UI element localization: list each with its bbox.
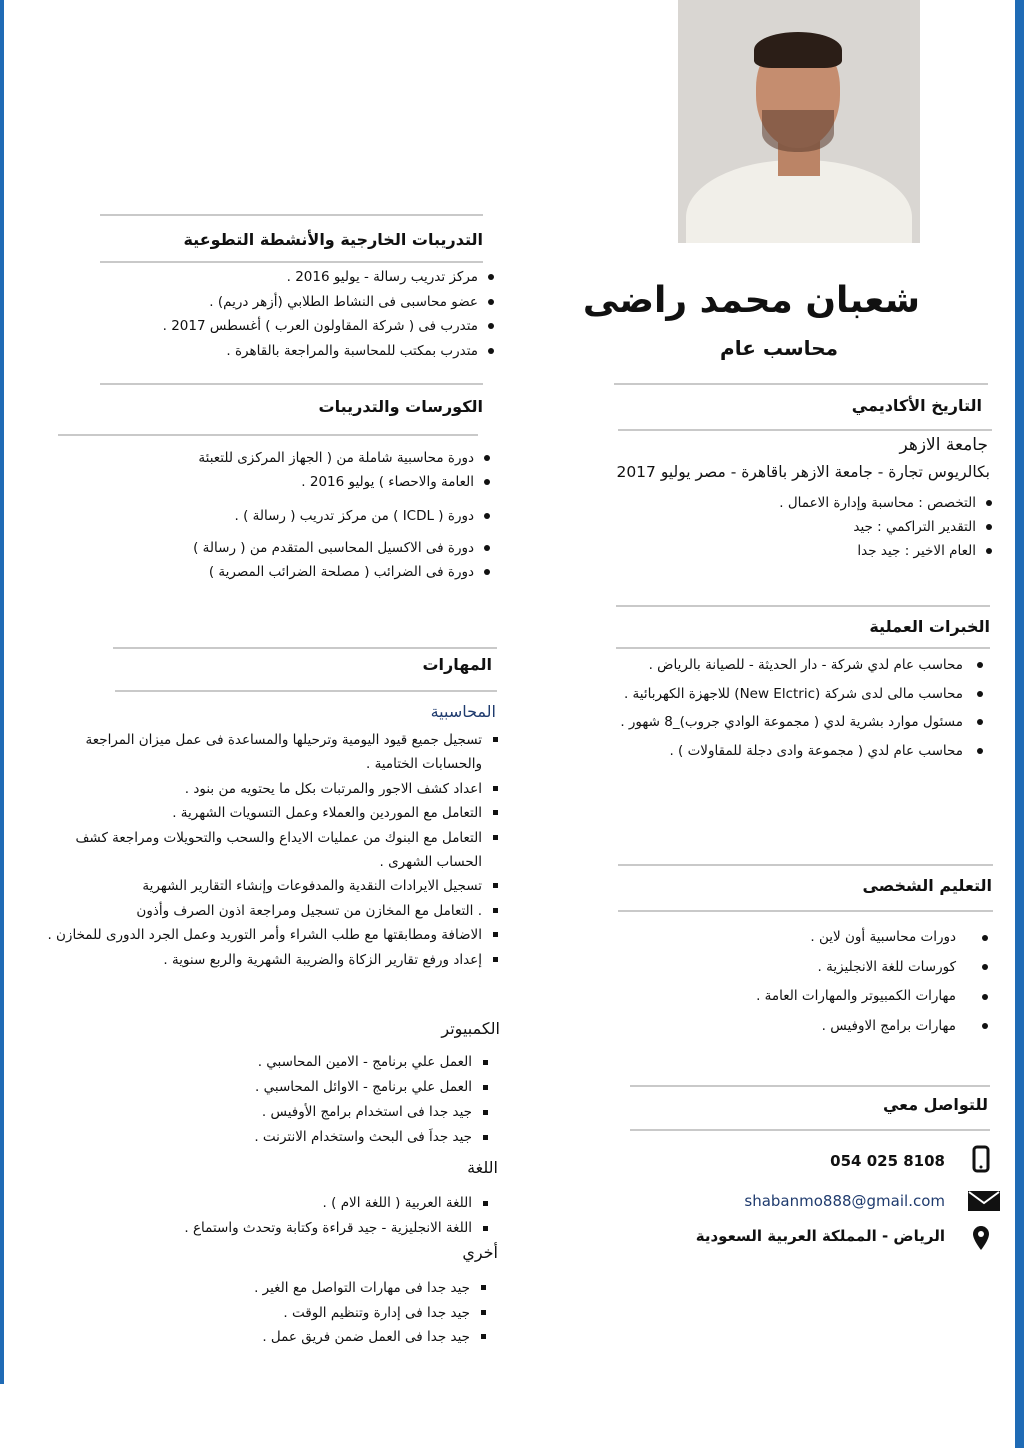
divider [614,383,988,385]
list-item: مهارات برامج الاوفيس . [588,1012,988,1042]
divider [113,647,497,649]
list-item: دورة محاسبية شاملة من ( الجهاز المركزى للتعبئة [20,446,490,470]
divider [616,605,990,607]
list-item: اللغة العربية ( اللغة الام ) . [68,1191,488,1216]
divider [618,864,993,866]
list-item: مهارات الكمبيوتر والمهارات العامة . [588,982,988,1012]
education-details-list [592,491,992,563]
phone-icon [972,1145,990,1173]
accounting-skills-list [38,728,498,972]
contact-heading: للتواصل معي [882,1095,988,1114]
job-title: محاسب عام [720,336,838,360]
list-item: محاسب عام لدي شركة - دار الحديثة - للصيانة بالرياض . [503,651,983,680]
university-name: جامعة الازهر [899,435,988,455]
left-accent-bar [0,0,4,1384]
courses-list [20,446,490,584]
list-item: إعداد ورفع تقارير الزكاة والضريبة الشهرية والربع سنوية . [38,948,498,972]
location-text: الرياض - المملكة العربية السعودية [695,1227,945,1245]
trainings-list [34,265,494,363]
list-item: دورة فى الضرائب ( مصلحة الضرائب المصرية ) [20,560,490,584]
profile-photo [678,0,920,243]
list-item: التعامل مع البنوك من عمليات الايداع والسحب والتحويلات ومراجعة كشف الحساب الشهرى . [38,826,498,875]
divider [58,434,478,436]
experience-heading: الخبرات العملية [869,617,990,636]
list-item: جيد جدا فى استخدام برامج الأوفيس . [88,1100,488,1125]
list-item: اللغة الانجليزية - جيد قراءة وكتابة وتحدث واستماع . [68,1216,488,1241]
list-item: جيد جدا فى مهارات التواصل مع الغير . [86,1276,486,1301]
education-heading: التاريخ الأكاديمي [851,396,982,415]
list-item: مسئول موارد بشرية لدي ( مجموعة الوادي جروب)_8 شهور . [503,708,983,737]
list-item: العامة والاحصاء ) يوليو 2016 . [20,470,490,494]
list-item: جيد جدا فى العمل ضمن فريق عمل . [86,1325,486,1350]
computer-skills-list [88,1050,488,1150]
experience-list [503,651,991,765]
list-item: تسجيل جميع قيود اليومية وترحيلها والمساعدة فى عمل ميزان المراجعة والحسابات الختامية . [38,728,498,777]
list-item: دورة فى الاكسيل المحاسبى المتقدم من ( رسالة ) [20,536,490,560]
candidate-name: شعبان محمد راضى [582,280,920,321]
list-item: العمل علي برنامج - الاوائل المحاسبي . [88,1075,488,1100]
divider [618,910,993,912]
self-learning-heading: التعليم الشخصى [862,876,992,895]
divider [630,1085,990,1087]
list-item: التعامل مع الموردين والعملاء وعمل التسويات الشهرية . [38,801,498,825]
list-item: متدرب بمكتب للمحاسبة والمراجعة بالقاهرة . [34,339,494,364]
map-pin-icon [973,1226,989,1250]
email-link[interactable]: shabanmo888@gmail.com [744,1192,945,1210]
divider [115,690,497,692]
list-item: جيد جدا فى إدارة وتنظيم الوقت . [86,1301,486,1326]
list-item: اعداد كشف الاجور والمرتبات بكل ما يحتويه من بنود . [38,777,498,801]
degree-line: بكالريوس تجارة - جامعة الازهر باقاهرة - مصر يوليو 2017 [616,463,990,481]
other-skills-heading: أخري [462,1243,498,1262]
envelope-icon [968,1191,1000,1211]
list-item: مركز تدريب رسالة - يوليو 2016 . [34,265,494,290]
list-item: . التعامل مع المخازن من تسجيل ومراجعة اذون الصرف وأذون [38,899,498,923]
accounting-skills-heading: المحاسبية [430,702,496,721]
list-item: دورة ( ICDL ) من مركز تدريب ( رسالة ) . [20,504,490,528]
list-item: كورسات للغة الانجليزية . [588,953,988,983]
divider [618,429,992,431]
right-accent-bar [1015,0,1024,1448]
other-skills-list [86,1276,486,1350]
divider [630,1129,990,1131]
list-item: دورات محاسبية أون لاين . [588,923,988,953]
courses-heading: الكورسات والتدريبات [318,397,483,416]
language-skills-heading: اللغة [467,1158,498,1177]
language-skills-list [68,1191,488,1241]
list-item: متدرب فى ( شركة المقاولون العرب ) أغسطس 2017 . [34,314,494,339]
list-item: العام الاخير : جيد جدا [592,539,992,563]
list-item: تسجيل الايرادات النقدية والمدفوعات وإنشاء التقارير الشهرية [38,874,498,898]
divider [100,383,483,385]
skills-heading: المهارات [422,655,492,674]
list-item: العمل علي برنامج - الامين المحاسبي . [88,1050,488,1075]
list-item: الاضافة ومطابقتها مع طلب الشراء وأمر التوريد وعمل الجرد الدورى للمخازن . [38,923,498,947]
trainings-heading: التدريبات الخارجية والأنشطة التطوعية [183,230,483,249]
list-item: جيد جداَ فى البحث واستخدام الانترنت . [88,1125,488,1150]
list-item: التقدير التراكمي : جيد [592,515,992,539]
phone-number[interactable]: 054 025 8108 [830,1152,945,1170]
list-item: محاسب مالى لدى شركة (New Elctric) للاجهزة الكهربائية . [503,680,983,709]
divider [616,647,990,649]
computer-skills-heading: الكمبيوتر [441,1019,500,1038]
self-learning-list [588,923,988,1041]
divider [100,214,483,216]
list-item: محاسب عام لدي ( مجموعة وادى دجلة للمقاولات ) . [503,737,983,766]
divider [100,261,483,263]
list-item: التخصص : محاسبة وإدارة الاعمال . [592,491,992,515]
list-item: عضو محاسبى فى النشاط الطلابي (أزهر دريم) . [34,290,494,315]
